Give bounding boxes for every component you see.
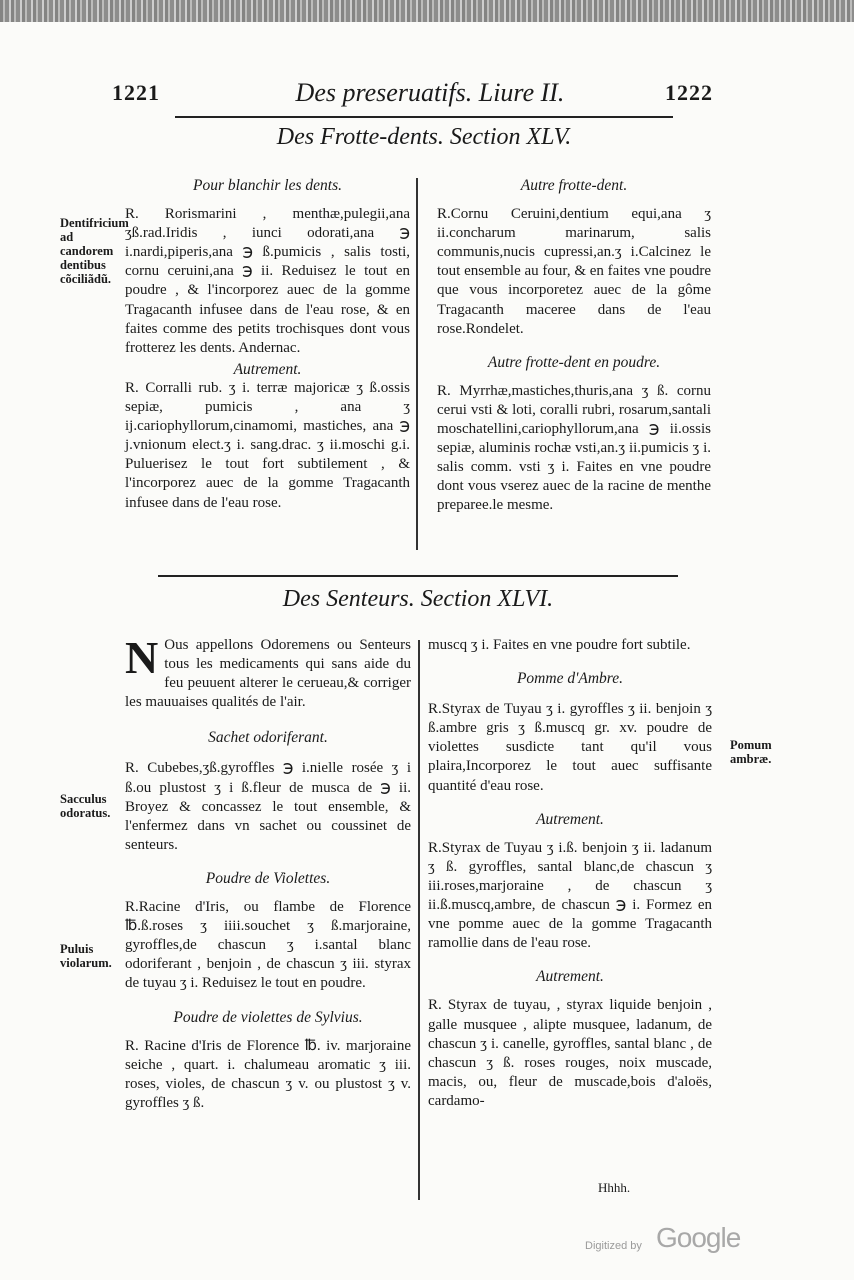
recipe-corralli: R. Corralli rub. ʒ i. terræ majoricæ ʒ ß.ossis sepiæ, pumicis , ana ʒ ij.cariophyllorum,cinamomi, mastiches, ana ℈ j.vnionum elect.ʒ i. sang.drac. ʒ ii.moschi g.i. Puluerisez le tout fort subtilement , & l'incorporez auec de la gomme Tragacanth infusee dans de l'eau rose. xyxy=(125,379,410,511)
continued-text: muscq ʒ i. Faites en vne poudre fort subtile. xyxy=(428,637,691,653)
column-divider-2 xyxy=(418,640,420,1200)
recipe-myrrhae: R. Myrrhæ,mastiches,thuris,ana ʒ ß. cornu cerui vsti & loti, coralli rubri, rosarum,santali moschatellini,cariophyllorum,ana ℈ ii.ossis sepiæ, aluminis rochæ vsti,an.ʒ ii.pumicis ʒ i. salis comm. vsti ʒ i. Faites en vne poudre dont vous vserez auec de la racine de menthe preparee.le mesme. xyxy=(437,382,711,514)
header-rule xyxy=(175,116,673,118)
heading-sachet: Sachet odoriferant. xyxy=(208,729,328,747)
page-number-right: 1222 xyxy=(665,80,713,105)
recipe-rorismarini: R. Rorismarini , menthæ,pulegii,ana ʒß.rad.Iridis , iunci odorati,ana ℈ i.nardi,piperis,ana ℈ ß.pumicis , salis tosti, cornu ceruini,ana ℈ ii. Reduisez le tout en poudre , & l'incorporez auec de la gomme Tragacanth infusee dans de l'eau rose, & en faites comme des petits trochisques dont vous frotterez les dents. Andernac. xyxy=(125,206,410,356)
column-divider-1 xyxy=(416,178,418,550)
section1-right-column xyxy=(437,176,711,516)
margin-note-pomum: Pomum ambræ. xyxy=(730,738,772,766)
recipe-styrax-3: R. Styrax de tuyau, , styrax liquide benjoin , galle musquee , alipte musquee, ladanum, de chascun ʒ i. canelle, gyroffles, santal blanc , de chascun ʒ ß. roses rouges, noix muscade, macis, ou, fleur de muscade,bois d'aloës, cardamo- xyxy=(428,997,712,1109)
recipe-cornu-ceruini: R.Cornu Ceruini,dentium equi,ana ʒ ii.concharum marinarum, salis communis,nucis cupressi,an.ʒ i.Calcinez le tout ensemble au four, & en faites vne poudre que vous incorporetez auec de la gôme Tragacanth maceree dans de l'eau rose.Rondelet. xyxy=(437,206,711,337)
heading-autrement-3: Autrement. xyxy=(536,968,604,986)
heading-frotte-dent-poudre: Autre frotte-dent en poudre. xyxy=(487,353,661,371)
signature-mark: Hhhh. xyxy=(598,1180,631,1195)
heading-autre-frotte-dent: Autre frotte-dent. xyxy=(520,177,628,194)
margin-note-puluis: Puluis violarum. xyxy=(60,942,112,970)
heading-autrement-2: Autrement. xyxy=(536,810,604,828)
section1-left-column xyxy=(125,176,410,513)
page-number-left: 1221 xyxy=(112,80,160,105)
section2-rule xyxy=(158,575,678,577)
margin-note-sacculus: Sacculus odoratus. xyxy=(60,792,111,820)
google-logo: Google xyxy=(656,1222,741,1253)
margin-note-dentifricium: Dentifricium ad candorem dentibus cõciliãdũ. xyxy=(60,216,129,286)
digitized-label: Digitized by xyxy=(585,1240,642,1252)
heading-pour-blanchir: Pour blanchir les dents. xyxy=(193,177,342,194)
recipe-cubebes: R. Cubebes,ʒß.gyroffles ℈ i.nielle rosée ʒ i ß.ou plustost ʒ i ß.fleur de musca de ℈ ii. Broyez & concassez le tout ensemble, & l'enfermez dans vn sachet ou coussinet de senteurs. xyxy=(125,760,411,853)
drop-cap: N xyxy=(125,632,159,683)
recipe-racine-iris: R.Racine d'Iris, ou flambe de Florence ℔.ß.roses ʒ iiii.souchet ʒ ß.marjoraine, gyroffles,de chascun ʒ i.santal blanc odoriferant , benjoin , de chascun ʒ iii. styrax de tuyau ʒ i. Reduisez le tout en poudre. xyxy=(125,899,411,992)
recipe-sylvius: R. Racine d'Iris de Florence ℔. iv. marjoraine seiche , quart. i. chalumeau aromatic ʒ iii. roses, violes, de chascun ʒ v. ou plustost ʒ v. gyroffles ʒ ß. xyxy=(125,1037,411,1111)
heading-poudre-violettes: Poudre de Violettes. xyxy=(205,869,331,887)
heading-autrement-1: Autrement. xyxy=(233,360,302,378)
heading-pomme-ambre: Pomme d'Ambre. xyxy=(516,670,624,688)
recipe-styrax-1: R.Styrax de Tuyau ʒ i. gyroffles ʒ ii. benjoin ʒ ß.ambre gris ʒ ß.muscq gr. xv. poudre de violettes susdicte tant qu'il vous plaira,Incorporez le tout auec suffisante quantité d'eau rose. xyxy=(428,701,712,794)
intro-paragraph xyxy=(125,632,411,712)
running-head: Des preseruatifs. Liure II. xyxy=(295,78,565,107)
intro-text: Ous appellons Odoremens ou Senteurs tous les medicaments qui sans aide du feu peuuent alterer le cerueau,& corriger les mauuaises qualités de l'air. xyxy=(125,637,411,711)
recipe-styrax-2: R.Styrax de Tuyau ʒ i.ß. benjoin ʒ ii. ladanum ʒ ß. gyroffles, santal blanc,de chascun ʒ iii.roses,marjoraine , de chascun ʒ ii.ß.muscq,ambre, de chascun ℈ i. Formez en vne pomme auec de la gomme Tragacanth ramollie dans de l'eau rose. xyxy=(428,839,712,952)
section2-left-column xyxy=(125,632,411,1113)
section-title-xlvi: Des Senteurs. Section XLVI. xyxy=(282,586,554,612)
section-title-xlv: Des Frotte-dents. Section XLV. xyxy=(276,124,572,150)
section2-right-column xyxy=(428,636,712,1111)
top-scan-edge xyxy=(0,0,854,22)
heading-sylvius: Poudre de violettes de Sylvius. xyxy=(173,1008,363,1026)
